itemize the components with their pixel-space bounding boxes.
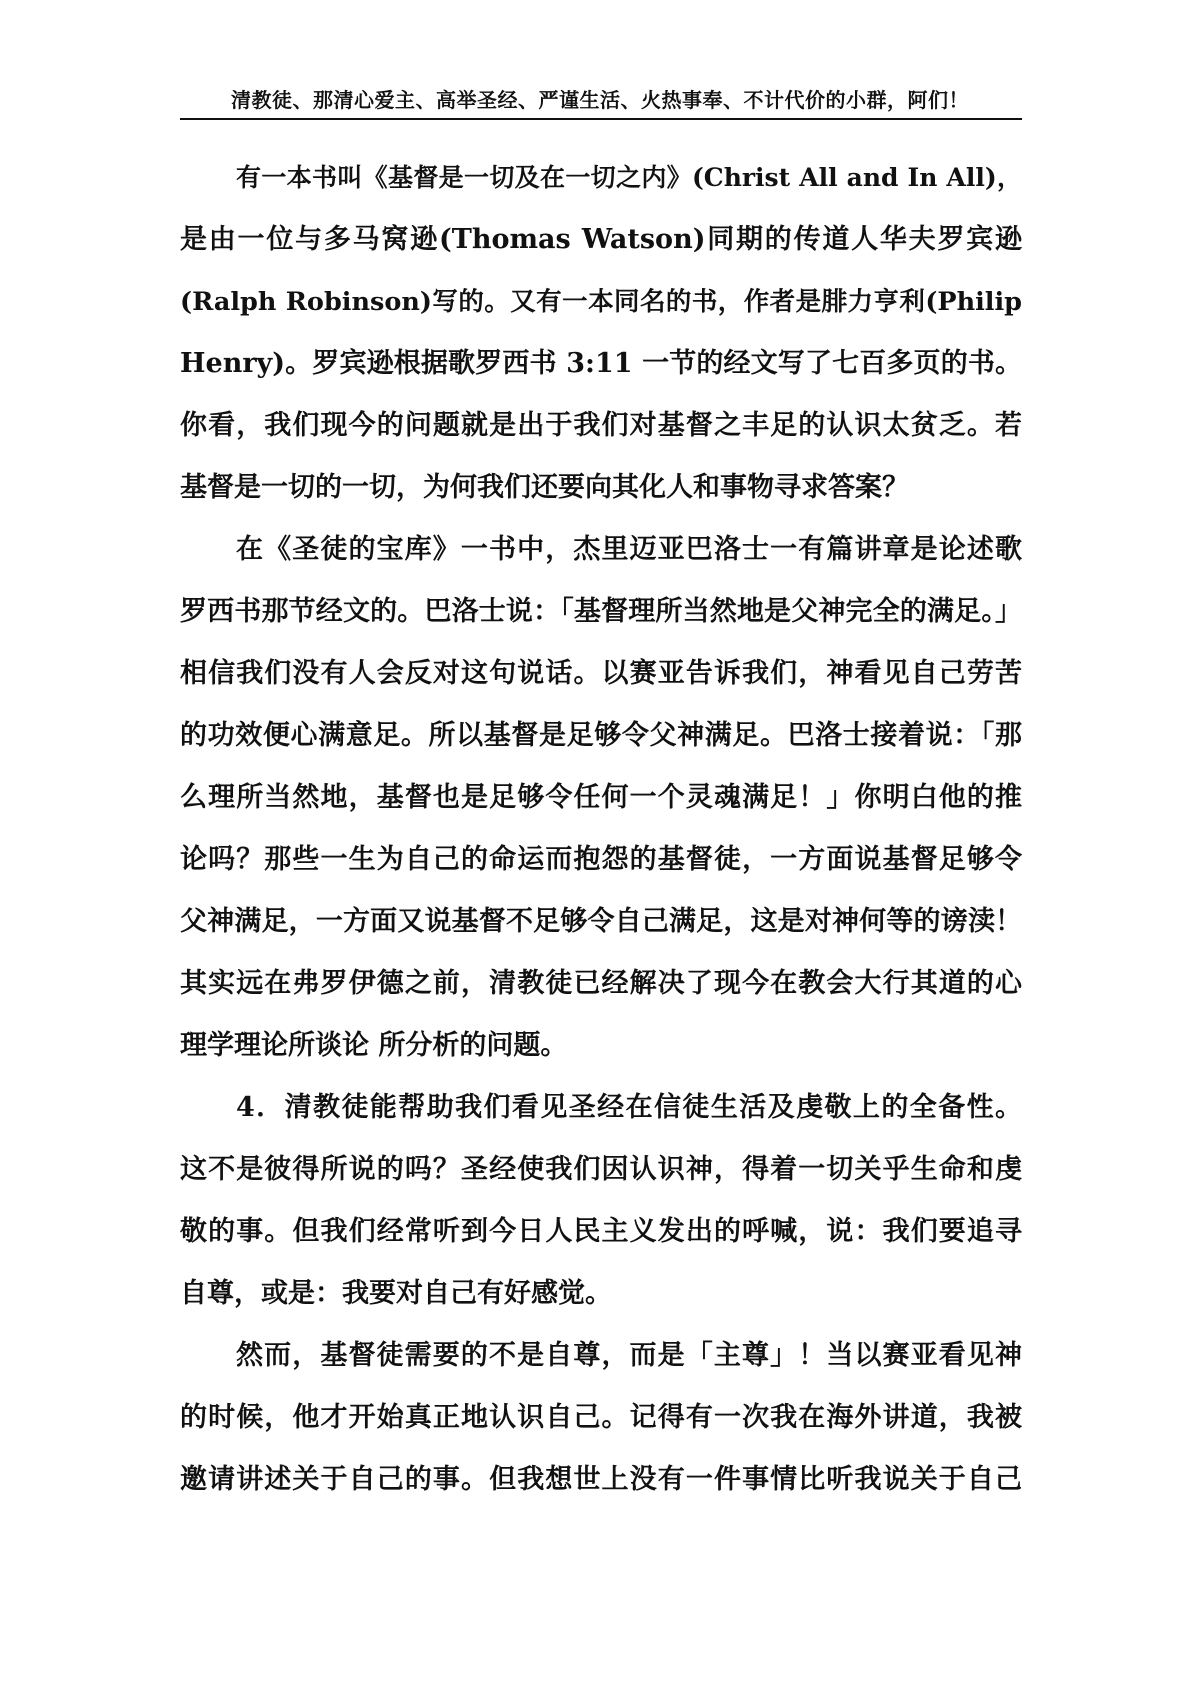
text-line: Henry)。罗宾逊根据歌罗西书 3:11 一节的经文写了七百多页的书。 (180, 348, 1022, 379)
text-line: 在《圣徒的宝库》一书中，杰里迈亚巴洛士一有篇讲章是论述歌 (236, 534, 1022, 565)
text-line: 基督是一切的一切，为何我们还要向其化人和事物寻求答案？ (180, 472, 909, 503)
text-line: 敬的事。但我们经常听到今日人民主义发出的呼喊，说：我们要追寻 (180, 1216, 1022, 1247)
text-line: 你看，我们现今的问题就是出于我们对基督之丰足的认识太贫乏。若 (180, 410, 1022, 441)
text-line: 自尊，或是：我要对自己有好感觉。 (180, 1278, 612, 1309)
text-line: 4．清教徒能帮助我们看见圣经在信徒生活及虔敬上的全备性。 (236, 1092, 1022, 1123)
text-line: 罗西书那节经文的。巴洛士说：「基督理所当然地是父神完全的满足。」 (180, 596, 1022, 627)
text-line: 的时候，他才开始真正地认识自己。记得有一次我在海外讲道，我被 (180, 1402, 1022, 1433)
text-line: 相信我们没有人会反对这句说话。以赛亚告诉我们，神看见自己劳苦 (180, 658, 1022, 689)
text-line: 是由一位与多马窝逊(Thomas Watson)同期的传道人华夫罗宾逊 (180, 224, 1022, 255)
text-line: 这不是彼得所说的吗？圣经使我们因认识神，得着一切关乎生命和虔 (180, 1154, 1022, 1185)
running-header: 清教徒、那清心爱主、高举圣经、严谨生活、火热事奉、不计代价的小群，阿们！ (231, 88, 969, 112)
text-line: 父神满足，一方面又说基督不足够令自己满足，这是对神何等的谤渎！ (180, 906, 1022, 937)
text-line: 的功效便心满意足。所以基督是足够令父神满足。巴洛士接着说：「那 (180, 720, 1022, 751)
text-line: (Ralph Robinson)写的。又有一本同名的书，作者是腓力亨利(Philip (180, 287, 1022, 317)
text-line: 其实远在弗罗伊德之前，清教徒已经解决了现今在教会大行其道的心 (180, 968, 1022, 999)
body-text (180, 147, 1022, 1511)
text-line: 么理所当然地，基督也是足够令任何一个灵魂满足！」你明白他的推 (180, 782, 1022, 813)
header-rule (180, 118, 1022, 120)
text-line: 有一本书叫《基督是一切及在一切之内》(Christ All and In All)， (236, 163, 1022, 192)
text-line: 然而，基督徒需要的不是自尊，而是「主尊」！当以赛亚看见神 (236, 1340, 1022, 1371)
text-line: 论吗？那些一生为自己的命运而抱怨的基督徒，一方面说基督足够令 (180, 844, 1022, 875)
text-line: 邀请讲述关于自己的事。但我想世上没有一件事情比听我说关于自己 (180, 1464, 1022, 1495)
text-line: 理学理论所谈论 所分析的问题。 (180, 1030, 568, 1061)
